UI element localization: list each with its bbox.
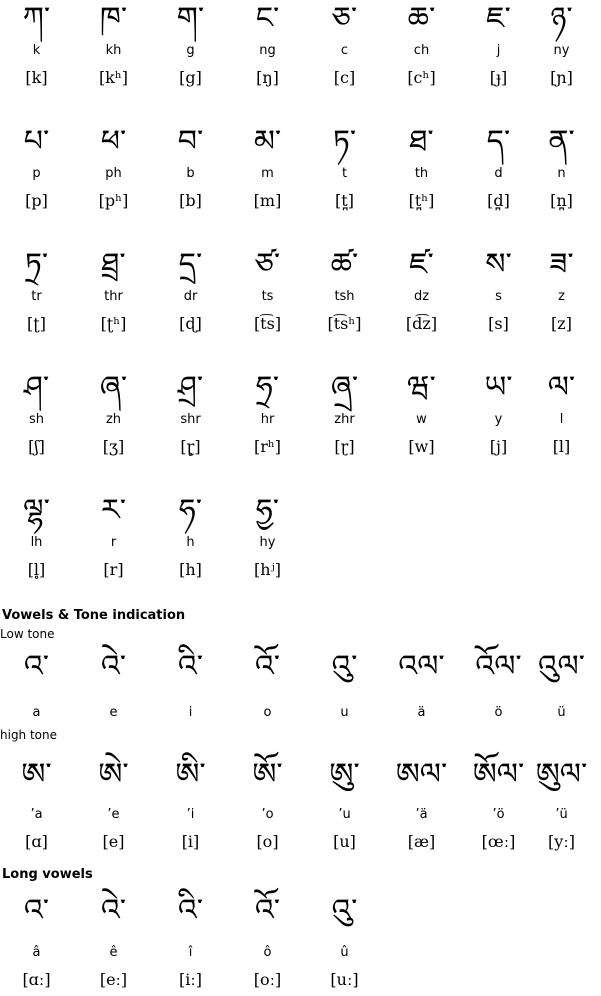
tibetan-letter: ཡ་	[484, 370, 513, 405]
ipa-value: [ɟ]	[489, 68, 508, 87]
consonant-row	[0, 246, 601, 369]
consonant-cell	[75, 0, 152, 88]
tibetan-letter: མ་	[253, 124, 282, 159]
transliteration: z	[558, 289, 565, 304]
tibetan-letter: ང་	[255, 1, 280, 36]
ipa-value: [pʰ]	[98, 191, 129, 210]
consonant-cell	[306, 369, 383, 457]
vowel-cell	[523, 756, 600, 852]
transliteration: m	[261, 166, 274, 181]
tibetan-letter: ཐྲ་	[101, 247, 126, 282]
ipa-value: [t͡sʰ]	[327, 314, 362, 333]
ipa-value: [ɑ]	[25, 832, 48, 851]
ipa-value: [t̪ʰ]	[408, 191, 435, 210]
transliteration: tsh	[334, 289, 355, 304]
ipa-value: [g]	[179, 68, 202, 87]
tibetan-letter: ཧྲ་	[255, 370, 280, 405]
vowel-cell	[75, 756, 152, 852]
consonant-cell	[0, 246, 75, 334]
vowel-cell	[306, 756, 383, 852]
ipa-value: [h]	[179, 560, 202, 579]
transliteration: r	[110, 535, 117, 550]
consonant-cell	[75, 246, 152, 334]
ipa-value: [ɑː]	[22, 970, 51, 989]
vowel-cell	[383, 648, 460, 722]
tibetan-letter: འོ་	[254, 893, 281, 928]
ipa-value: [kʰ]	[98, 68, 129, 87]
transliteration: y	[494, 412, 503, 427]
ipa-value: [l]	[552, 437, 571, 456]
tibetan-letter: ས་	[485, 247, 512, 282]
transliteration: s	[495, 289, 502, 304]
transliteration: ’a	[30, 807, 43, 822]
consonant-row	[0, 492, 601, 615]
vowel-cell	[152, 756, 229, 852]
transliteration: hr	[260, 412, 275, 427]
vowel-cell	[383, 756, 460, 852]
tibetan-letter: ཐ་	[409, 124, 434, 159]
tibetan-letter: ཨི་	[175, 757, 206, 792]
transliteration: e	[109, 705, 118, 720]
tibetan-letter: ཏ་	[332, 124, 357, 159]
consonant-cell	[229, 0, 306, 88]
tibetan-letter: འུ་	[331, 893, 358, 928]
transliteration: w	[416, 412, 427, 427]
tibetan-letter: ཨེ་	[98, 757, 129, 792]
ipa-value: [ɖ]	[179, 314, 202, 333]
vowel-cell	[0, 756, 75, 852]
tibetan-letter: ཤ་	[23, 370, 50, 405]
tibetan-letter: ཇ་	[486, 1, 511, 36]
ipa-value: [n̪]	[550, 191, 573, 210]
tibetan-letter: ཛ་	[409, 247, 434, 282]
consonant-cell	[523, 246, 600, 334]
ipa-value: [iː]	[179, 970, 202, 989]
ipa-value: [ɽ̥]	[180, 437, 201, 456]
tibetan-letter: ཝ་	[407, 370, 436, 405]
tibetan-letter: འུལ་	[538, 649, 585, 684]
ipa-value: [p]	[25, 191, 48, 210]
consonant-cell	[306, 123, 383, 211]
consonant-cell	[0, 492, 75, 580]
vowel-cell	[75, 892, 152, 990]
transliteration: ’u	[338, 807, 351, 822]
consonant-cell	[523, 369, 600, 457]
ipa-value: [ʒ]	[102, 437, 125, 456]
consonant-cell	[523, 123, 600, 211]
ipa-value: [d̪]	[487, 191, 510, 210]
ipa-value: [c]	[333, 68, 356, 87]
consonant-cell	[383, 369, 460, 457]
tibetan-letter: འོལ་	[475, 649, 522, 684]
tibetan-letter: ཏྲ་	[24, 247, 49, 282]
transliteration: th	[414, 166, 429, 181]
consonant-cell	[0, 0, 75, 88]
tibetan-letter: ཆ་	[407, 1, 436, 36]
consonant-cell	[229, 123, 306, 211]
ipa-value: [œː]	[481, 832, 516, 851]
ipa-value: [hʲ]	[253, 560, 281, 579]
transliteration: ’ü	[555, 807, 568, 822]
ipa-value: [o]	[256, 832, 279, 851]
transliteration: ’ä	[415, 807, 428, 822]
transliteration: b	[186, 166, 195, 181]
transliteration: thr	[104, 289, 123, 304]
transliteration: g	[186, 43, 195, 58]
ipa-value: [k]	[25, 68, 48, 87]
transliteration: p	[32, 166, 41, 181]
transliteration: ü	[557, 705, 566, 720]
transliteration: dr	[183, 289, 198, 304]
ipa-value: [ʃ]	[28, 437, 45, 456]
ipa-value: [rʰ]	[253, 437, 282, 456]
tibetan-letter: ཞ་	[99, 370, 128, 405]
high-tone-label: high tone	[0, 728, 58, 742]
ipa-value: [t̪]	[335, 191, 354, 210]
vowel-cell	[229, 648, 306, 722]
transliteration: i	[188, 705, 193, 720]
ipa-value: [e]	[102, 832, 125, 851]
ipa-value: [z]	[551, 314, 572, 333]
transliteration: hy	[259, 535, 276, 550]
consonant-cell	[75, 492, 152, 580]
consonant-cell	[152, 492, 229, 580]
tibetan-letter: ཟ་	[549, 247, 574, 282]
tibetan-letter: ཨ་	[21, 757, 52, 792]
tibetan-letter: འལ་	[398, 649, 445, 684]
transliteration: ph	[105, 166, 122, 181]
ipa-value: [s]	[488, 314, 509, 333]
ipa-value: [d͡z]	[405, 314, 438, 333]
consonant-cell	[0, 123, 75, 211]
ipa-value: [ŋ]	[256, 68, 279, 87]
tibetan-letter: འོ་	[254, 649, 281, 684]
ipa-value: [eː]	[99, 970, 128, 989]
transliteration: u	[340, 705, 349, 720]
ipa-value: [cʰ]	[407, 68, 436, 87]
transliteration: kh	[105, 43, 122, 58]
tibetan-letter: ཤྲ་	[177, 370, 204, 405]
transliteration: sh	[28, 412, 44, 427]
ipa-value: [ɽ]	[334, 437, 355, 456]
tibetan-letter: ཨོལ་	[472, 757, 525, 792]
transliteration: j	[496, 43, 501, 58]
transliteration: ’i	[186, 807, 195, 822]
ipa-value: [j]	[489, 437, 508, 456]
tibetan-letter: དྲ་	[178, 247, 203, 282]
vowel-cell	[75, 648, 152, 722]
tibetan-letter: ཚ་	[330, 247, 359, 282]
consonant-cell	[383, 123, 460, 211]
tibetan-letter: ཁ་	[99, 1, 128, 36]
tibetan-letter: ཧ་	[178, 493, 203, 528]
transliteration: ’ö	[492, 807, 505, 822]
consonant-cell	[229, 246, 306, 334]
consonant-row	[0, 123, 601, 246]
consonant-cell	[152, 123, 229, 211]
ipa-value: [u]	[333, 832, 356, 851]
transliteration: tr	[31, 289, 42, 304]
tibetan-letter: ད་	[486, 124, 511, 159]
tibetan-letter: ཀ་	[22, 1, 51, 36]
ipa-value: [b]	[179, 191, 202, 210]
transliteration: ô	[263, 945, 272, 960]
consonant-cell	[383, 0, 460, 88]
transliteration: ö	[494, 705, 503, 720]
ipa-value: [w]	[408, 437, 435, 456]
ipa-value: [yː]	[548, 832, 575, 851]
transliteration: l	[559, 412, 564, 427]
tibetan-letter: འི་	[177, 649, 204, 684]
ipa-value: [æ]	[407, 832, 436, 851]
transliteration: lh	[30, 535, 43, 550]
transliteration: d	[494, 166, 503, 181]
tibetan-letter: ཨལ་	[395, 757, 448, 792]
transliteration: dz	[413, 289, 430, 304]
transliteration: shr	[180, 412, 201, 427]
transliteration: û	[340, 945, 349, 960]
transliteration: a	[32, 705, 41, 720]
tibetan-letter: འེ་	[100, 649, 127, 684]
tibetan-letter: ཕ་	[100, 124, 127, 159]
ipa-value: [r]	[103, 560, 124, 579]
tibetan-letter: འ་	[23, 893, 50, 928]
consonant-cell	[306, 246, 383, 334]
vowel-cell	[229, 892, 306, 990]
consonant-cell	[152, 246, 229, 334]
tibetan-letter: འི་	[177, 893, 204, 928]
consonant-cell	[306, 0, 383, 88]
tibetan-letter: ལ་	[547, 370, 576, 405]
tibetan-letter: ར་	[101, 493, 126, 528]
consonant-cell	[523, 0, 600, 88]
transliteration: ng	[259, 43, 276, 58]
vowel-cell	[0, 648, 75, 722]
tibetan-letter: འུ་	[331, 649, 358, 684]
consonant-cell	[152, 369, 229, 457]
tibetan-letter: ཉ་	[550, 1, 573, 36]
transliteration: ä	[417, 705, 426, 720]
tibetan-letter: པ་	[23, 124, 50, 159]
ipa-value: [l̥]	[27, 560, 46, 579]
ipa-value: [t͡s]	[253, 314, 282, 333]
transliteration: zh	[105, 412, 122, 427]
vowels-heading: Vowels & Tone indication	[2, 608, 186, 623]
ipa-value: [ʈʰ]	[100, 314, 127, 333]
tibetan-letter: ན་	[548, 124, 575, 159]
tibetan-letter: ཞྲ་	[330, 370, 359, 405]
transliteration: n	[557, 166, 566, 181]
consonant-cell	[152, 0, 229, 88]
consonant-cell	[0, 369, 75, 457]
vowel-cell	[152, 892, 229, 990]
tibetan-letter: ལྷ་	[23, 493, 50, 528]
consonant-cell	[75, 369, 152, 457]
ipa-value: [m]	[253, 191, 282, 210]
tibetan-letter: འེ་	[100, 893, 127, 928]
ipa-value: [ɲ]	[550, 68, 573, 87]
transliteration: zhr	[334, 412, 355, 427]
transliteration: ts	[261, 289, 274, 304]
transliteration: î	[188, 945, 193, 960]
vowel-cell	[306, 892, 383, 990]
transliteration: k	[32, 43, 41, 58]
ipa-value: [oː]	[253, 970, 282, 989]
vowel-cell	[0, 892, 75, 990]
vowel-cell	[306, 648, 383, 722]
tibetan-letter: ཨོ་	[252, 757, 283, 792]
tibetan-letter: ཙ་	[254, 247, 281, 282]
vowel-cell	[152, 648, 229, 722]
tibetan-letter: ཨུ་	[329, 757, 360, 792]
transliteration: ny	[553, 43, 570, 58]
low-tone-label: Low tone	[0, 627, 55, 641]
tibetan-letter: ག་	[176, 1, 205, 36]
vowel-cell	[229, 756, 306, 852]
tibetan-letter: འ་	[23, 649, 50, 684]
ipa-value: [i]	[181, 832, 200, 851]
transliteration: h	[186, 535, 195, 550]
tibetan-letter: བ་	[177, 124, 204, 159]
ipa-value: [ʈ]	[27, 314, 46, 333]
long-vowels-heading: Long vowels	[2, 867, 93, 882]
transliteration: o	[263, 705, 272, 720]
tibetan-letter: ཅ་	[331, 1, 358, 36]
transliteration: c	[340, 43, 349, 58]
consonant-cell	[229, 369, 306, 457]
transliteration: â	[32, 945, 41, 960]
consonant-cell	[229, 492, 306, 580]
ipa-value: [uː]	[330, 970, 359, 989]
transliteration: t	[341, 166, 348, 181]
tibetan-letter: ཨུལ་	[535, 757, 588, 792]
transliteration: ch	[413, 43, 430, 58]
consonant-cell	[75, 123, 152, 211]
transliteration: ’e	[107, 807, 120, 822]
consonant-row	[0, 0, 601, 123]
tibetan-letter: ཧྱ་	[255, 493, 280, 528]
consonant-cell	[383, 246, 460, 334]
transliteration: ê	[109, 945, 118, 960]
vowel-cell	[523, 648, 600, 722]
transliteration: ’o	[261, 807, 274, 822]
consonant-row	[0, 369, 601, 492]
